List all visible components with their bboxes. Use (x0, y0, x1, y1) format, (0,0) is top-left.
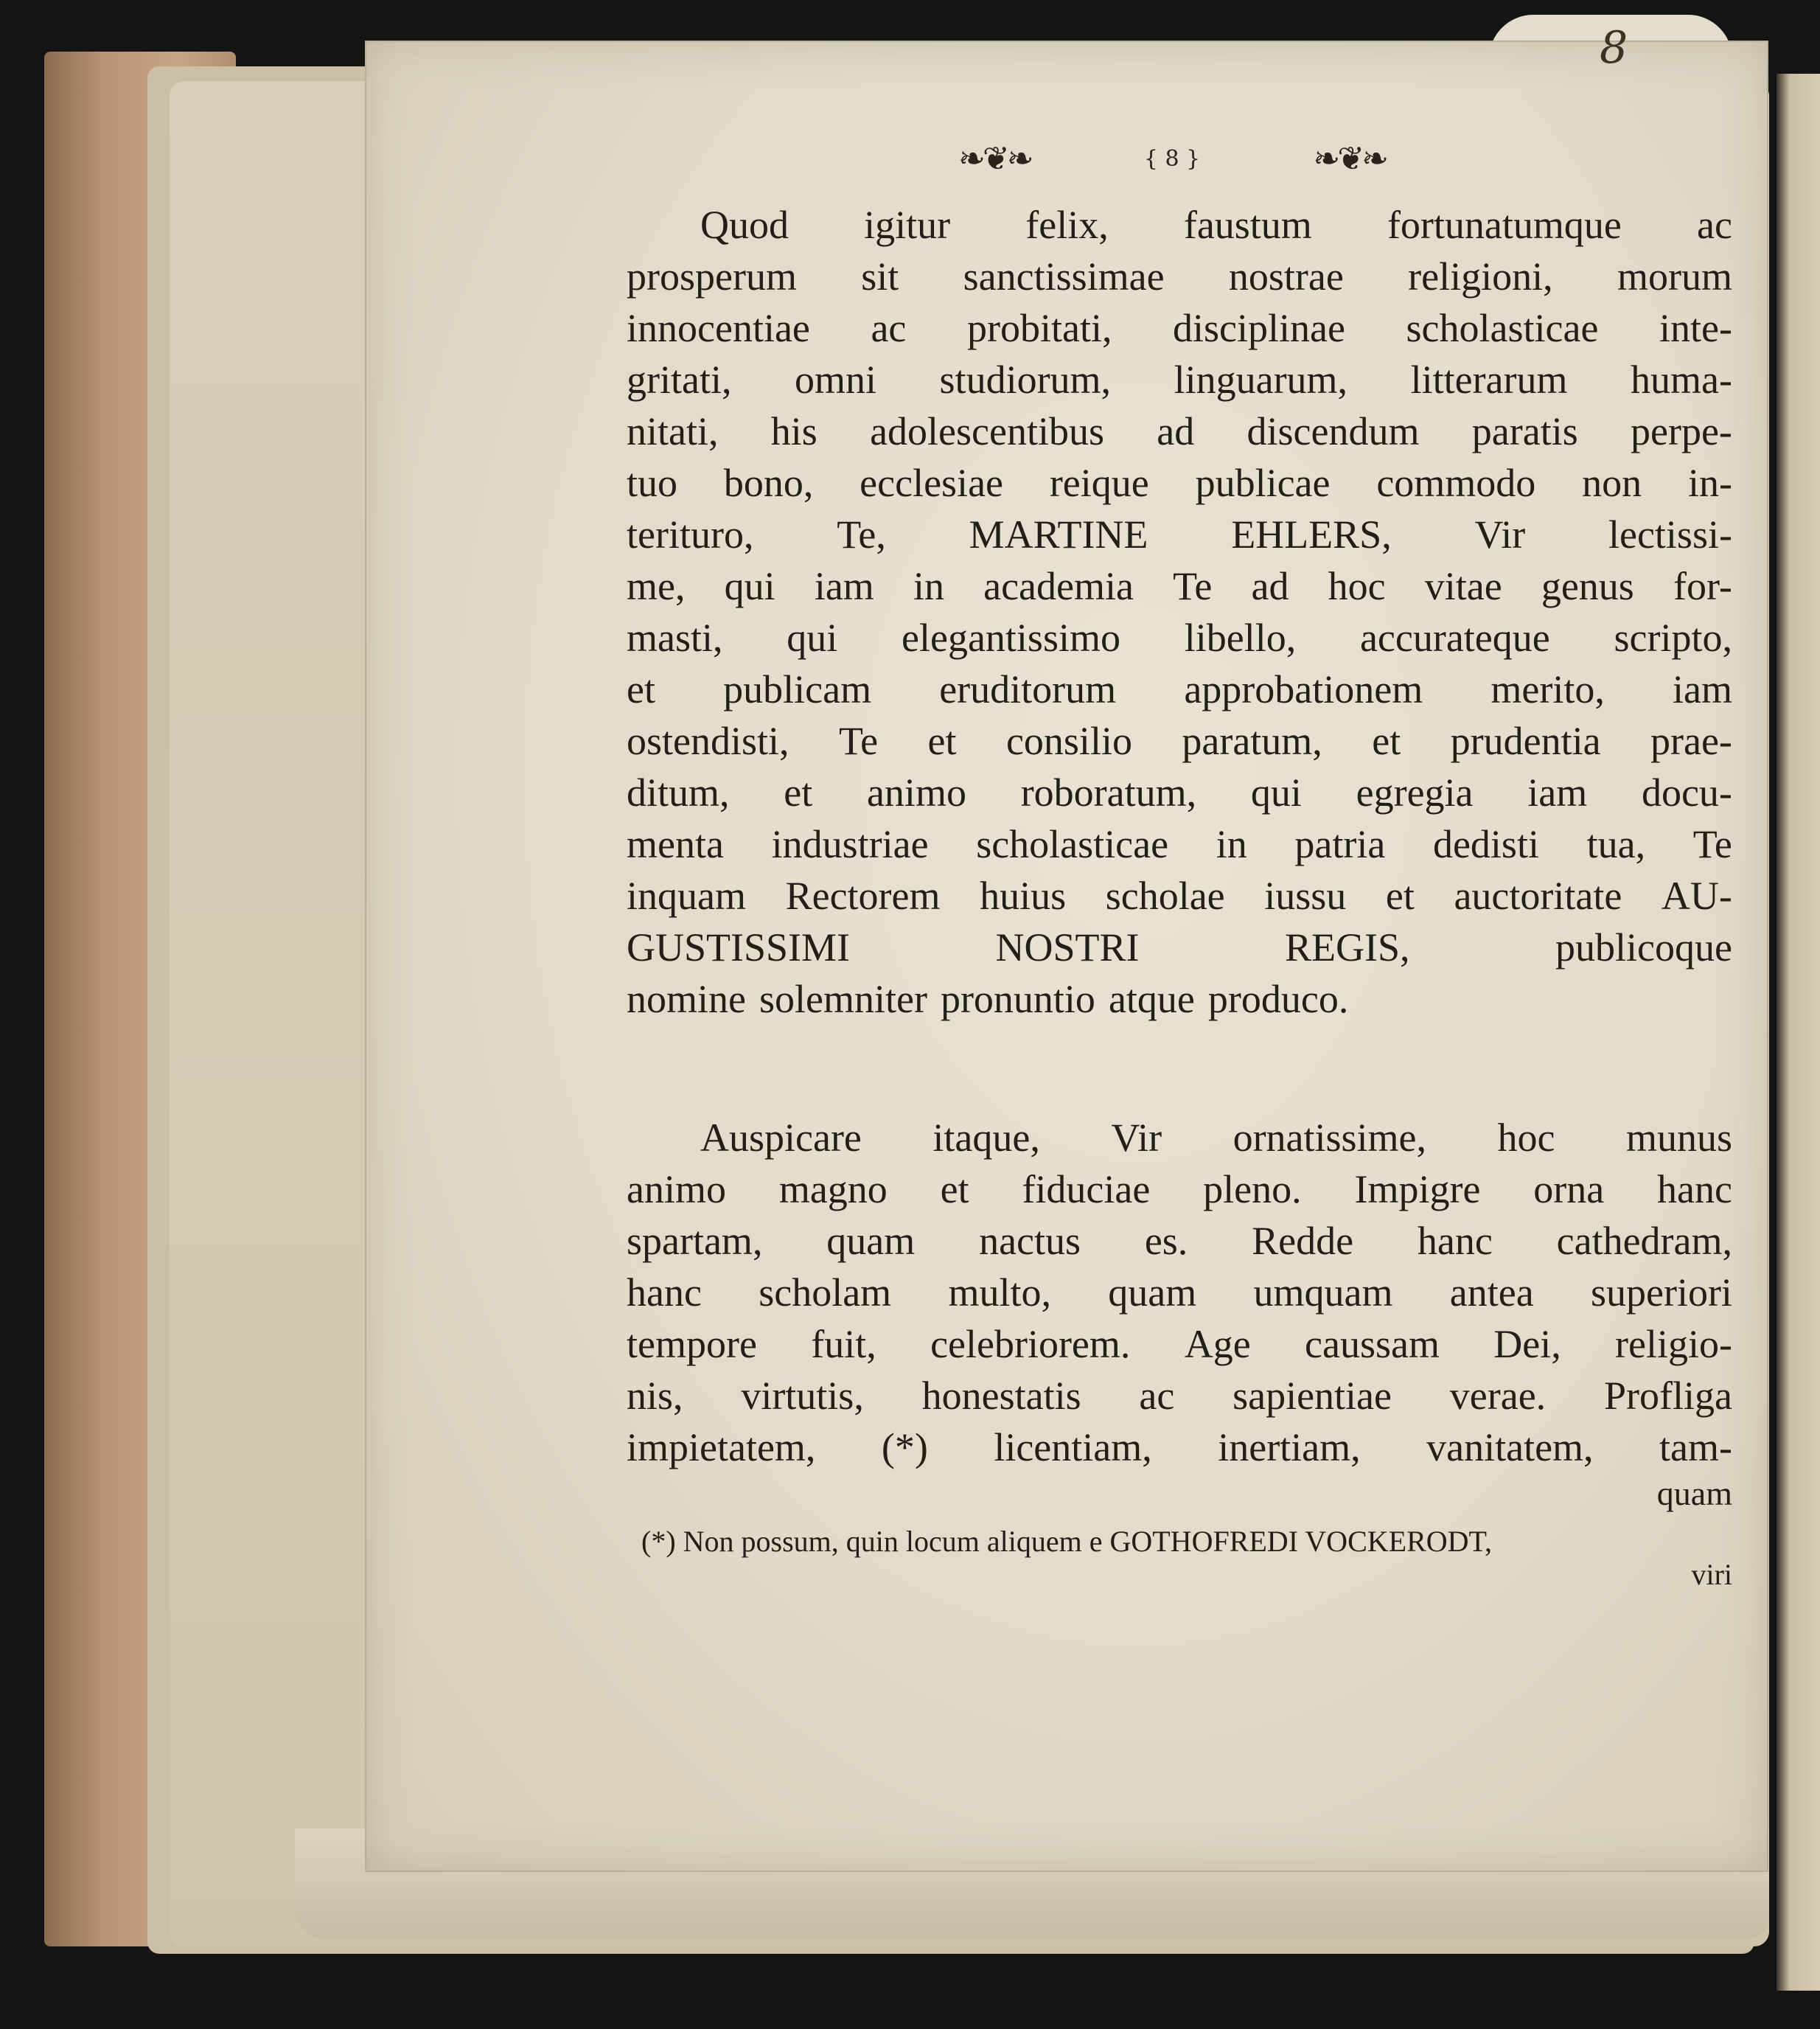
word: prosperum (627, 254, 797, 299)
word: religioni, (1408, 254, 1553, 299)
page-number: { 8 } (1143, 145, 1201, 172)
word: innocentiae (627, 306, 810, 350)
text-line (627, 715, 1732, 767)
word: animo (866, 770, 966, 815)
page-text (627, 199, 1732, 1590)
word: scripto, (1614, 616, 1732, 660)
word: et (940, 1167, 969, 1211)
word: caussam (1305, 1322, 1440, 1366)
word: tua, (1586, 822, 1646, 866)
word: scholasticae (1406, 306, 1599, 350)
word: studiorum, (939, 358, 1112, 402)
word: prudentia (1450, 719, 1601, 763)
text-line (627, 1215, 1732, 1267)
word: non (1582, 461, 1642, 505)
paragraph-gap (627, 1025, 1732, 1112)
word: scholasticae (976, 822, 1169, 866)
word: libello, (1184, 616, 1297, 660)
text-line (627, 767, 1732, 818)
word: et (627, 667, 655, 711)
word: approbationem (1184, 667, 1423, 711)
text-line (627, 612, 1732, 664)
word: bono, (723, 461, 814, 505)
word: solemniter (759, 977, 927, 1021)
word: paratis (1471, 409, 1578, 453)
word: verae. (1449, 1374, 1547, 1418)
word: Auspicare (700, 1116, 862, 1160)
word: me, (627, 564, 686, 608)
footnote (627, 1523, 1732, 1590)
word: AU- (1661, 874, 1732, 918)
word: cathedram, (1556, 1219, 1732, 1263)
word: magno (778, 1167, 888, 1211)
word: umquam (1253, 1270, 1393, 1315)
corner-page-mark: 8 (1600, 22, 1628, 74)
text-line (627, 406, 1732, 457)
text-line (627, 302, 1732, 354)
word: fiduciae (1022, 1167, 1151, 1211)
word: animo (627, 1167, 726, 1211)
ornament-left-icon: ❧❦❧ (958, 139, 1031, 178)
word: his (770, 409, 817, 453)
text-line (627, 509, 1732, 560)
word: inquam (627, 874, 746, 918)
word: scholam (759, 1270, 892, 1315)
word: honestatis (921, 1374, 1081, 1418)
word: publicam (723, 667, 872, 711)
word: nostrae (1228, 254, 1344, 299)
word: qui (1250, 770, 1302, 815)
word: igitur (864, 203, 951, 247)
word: nitati, (627, 409, 719, 453)
word: paratum, (1182, 719, 1322, 763)
word: Redde (1252, 1219, 1354, 1263)
word: egregia (1356, 770, 1474, 815)
word: fortunatumque (1387, 203, 1622, 247)
word: EHLERS, (1231, 512, 1392, 557)
word: et (927, 719, 957, 763)
word: licentiam, (994, 1425, 1152, 1469)
word: vanitatem, (1426, 1425, 1594, 1469)
word: huma- (1631, 358, 1732, 402)
word: antea (1449, 1270, 1534, 1315)
text-line (627, 354, 1732, 406)
text-line (627, 1421, 1732, 1473)
word: lectissi- (1608, 512, 1732, 557)
word: hanc (1417, 1219, 1493, 1263)
word: dedisti (1432, 822, 1539, 866)
word: commodo (1376, 461, 1536, 505)
word: inertiam, (1218, 1425, 1361, 1469)
word: Vir (1474, 512, 1526, 557)
word: et (784, 770, 813, 815)
word: Impigre (1354, 1167, 1481, 1211)
text-line (627, 818, 1732, 870)
word: terituro, (627, 512, 754, 557)
word: Te (838, 719, 879, 763)
word: pleno. (1203, 1167, 1302, 1211)
word: vitae (1424, 564, 1502, 608)
word: industriae (771, 822, 929, 866)
text-line (627, 1318, 1732, 1370)
word: hoc (1328, 564, 1386, 608)
word: Rectorem (785, 874, 941, 918)
word: tam- (1659, 1425, 1732, 1469)
word: quam (826, 1219, 916, 1263)
word: sanctissimae (963, 254, 1165, 299)
word: disciplinae (1173, 306, 1345, 350)
text-line (627, 1163, 1732, 1215)
word: omni (795, 358, 877, 402)
word: genus (1541, 564, 1634, 608)
word: roboratum, (1020, 770, 1197, 815)
word: linguarum, (1174, 358, 1348, 402)
word: ecclesiae (860, 461, 1003, 505)
word: ad (1157, 409, 1195, 453)
word: inte- (1659, 306, 1732, 350)
text-line (627, 1267, 1732, 1318)
text-line (627, 922, 1732, 973)
word: Te (1692, 822, 1732, 866)
word: ac (1139, 1374, 1175, 1418)
word: ostendisti, (627, 719, 789, 763)
text-line (627, 973, 1732, 1025)
word: prae- (1650, 719, 1732, 763)
catchword: quam (1656, 1475, 1732, 1512)
word: in (1216, 822, 1247, 866)
word: probitati, (966, 306, 1112, 350)
word: tempore (627, 1322, 757, 1366)
word: quam (1108, 1270, 1197, 1315)
word: nomine (627, 977, 746, 1021)
word: eruditorum (939, 667, 1117, 711)
word: GUSTISSIMI (627, 925, 851, 970)
word: auctoritate (1454, 874, 1622, 918)
word: for- (1673, 564, 1732, 608)
footnote-catchword: viri (1691, 1558, 1732, 1591)
word: publicae (1195, 461, 1331, 505)
text-line (627, 457, 1732, 509)
word: Dei, (1493, 1322, 1561, 1366)
word: iussu (1264, 874, 1347, 918)
page-header (958, 136, 1386, 181)
word: in- (1687, 461, 1732, 505)
word: Vir (1111, 1116, 1162, 1160)
text-line (627, 1370, 1732, 1421)
word: huius (980, 874, 1067, 918)
paragraph-1 (627, 199, 1732, 1025)
word: morum (1617, 254, 1732, 299)
word: produco. (1207, 977, 1349, 1021)
word: et (1372, 719, 1401, 763)
paragraph-2 (627, 1112, 1732, 1473)
word: MARTINE (969, 512, 1148, 557)
word: sapientiae (1232, 1374, 1392, 1418)
word: consilio (1005, 719, 1132, 763)
word: elegantissimo (902, 616, 1120, 660)
word: adolescentibus (870, 409, 1104, 453)
word: Profliga (1603, 1374, 1732, 1418)
ornament-right-icon: ❧❦❧ (1313, 139, 1386, 178)
word: sit (861, 254, 899, 299)
word: nis, (627, 1374, 683, 1418)
word: ac (1697, 203, 1732, 247)
word: iam (1527, 770, 1588, 815)
word: nactus (979, 1219, 1081, 1263)
word: atque (1108, 977, 1195, 1021)
word: qui (724, 564, 775, 608)
word: et (1385, 874, 1415, 918)
word: spartam, (627, 1219, 763, 1263)
text-line (627, 664, 1732, 715)
text-line (627, 870, 1732, 922)
word: scholae (1105, 874, 1225, 918)
word: publicoque (1555, 925, 1732, 970)
word: qui (787, 616, 838, 660)
word: religio- (1615, 1322, 1732, 1366)
word: reique (1049, 461, 1149, 505)
text-line (627, 1112, 1732, 1163)
word: Te (1173, 564, 1213, 608)
text-line (627, 251, 1732, 302)
word: hanc (627, 1270, 702, 1315)
word: Age (1184, 1322, 1251, 1366)
word: ac (871, 306, 907, 350)
word: gritati, (627, 358, 732, 402)
word: felix, (1025, 203, 1109, 247)
word: ad (1251, 564, 1289, 608)
word: patria (1294, 822, 1386, 866)
word: Te, (837, 512, 886, 557)
word: faustum (1183, 203, 1312, 247)
word: itaque, (932, 1116, 1040, 1160)
word: REGIS, (1285, 925, 1410, 970)
word: orna (1533, 1167, 1605, 1211)
word: fuit, (811, 1322, 876, 1366)
word: iam (814, 564, 874, 608)
word: tuo (627, 461, 678, 505)
word: docu- (1641, 770, 1732, 815)
text-line (627, 199, 1732, 251)
word: virtutis, (741, 1374, 864, 1418)
text-line (627, 560, 1732, 612)
word: multo, (948, 1270, 1051, 1315)
word: ditum, (627, 770, 730, 815)
word: menta (627, 822, 724, 866)
word: impietatem, (627, 1425, 816, 1469)
word: academia (983, 564, 1134, 608)
word: masti, (627, 616, 723, 660)
word: accurateque (1359, 616, 1550, 660)
word: litterarum (1410, 358, 1568, 402)
word: ornatissime, (1232, 1116, 1427, 1160)
word: superiori (1590, 1270, 1732, 1315)
word: perpe- (1631, 409, 1732, 453)
word: es. (1144, 1219, 1188, 1263)
facing-page-edge (1777, 74, 1820, 1991)
word: Quod (700, 203, 789, 247)
word: celebriorem. (930, 1322, 1131, 1366)
word: discendum (1247, 409, 1420, 453)
word: hoc (1497, 1116, 1555, 1160)
word: hanc (1657, 1167, 1732, 1211)
word: merito, (1490, 667, 1605, 711)
word: iam (1672, 667, 1732, 711)
word: (*) (881, 1425, 928, 1469)
footnote-line: (*) Non possum, quin locum aliquem e GOTHOFREDI VOCKERODT, (641, 1525, 1492, 1558)
word: munus (1625, 1116, 1732, 1160)
word: in (913, 564, 944, 608)
word: NOSTRI (995, 925, 1140, 970)
word: pronuntio (940, 977, 1095, 1021)
